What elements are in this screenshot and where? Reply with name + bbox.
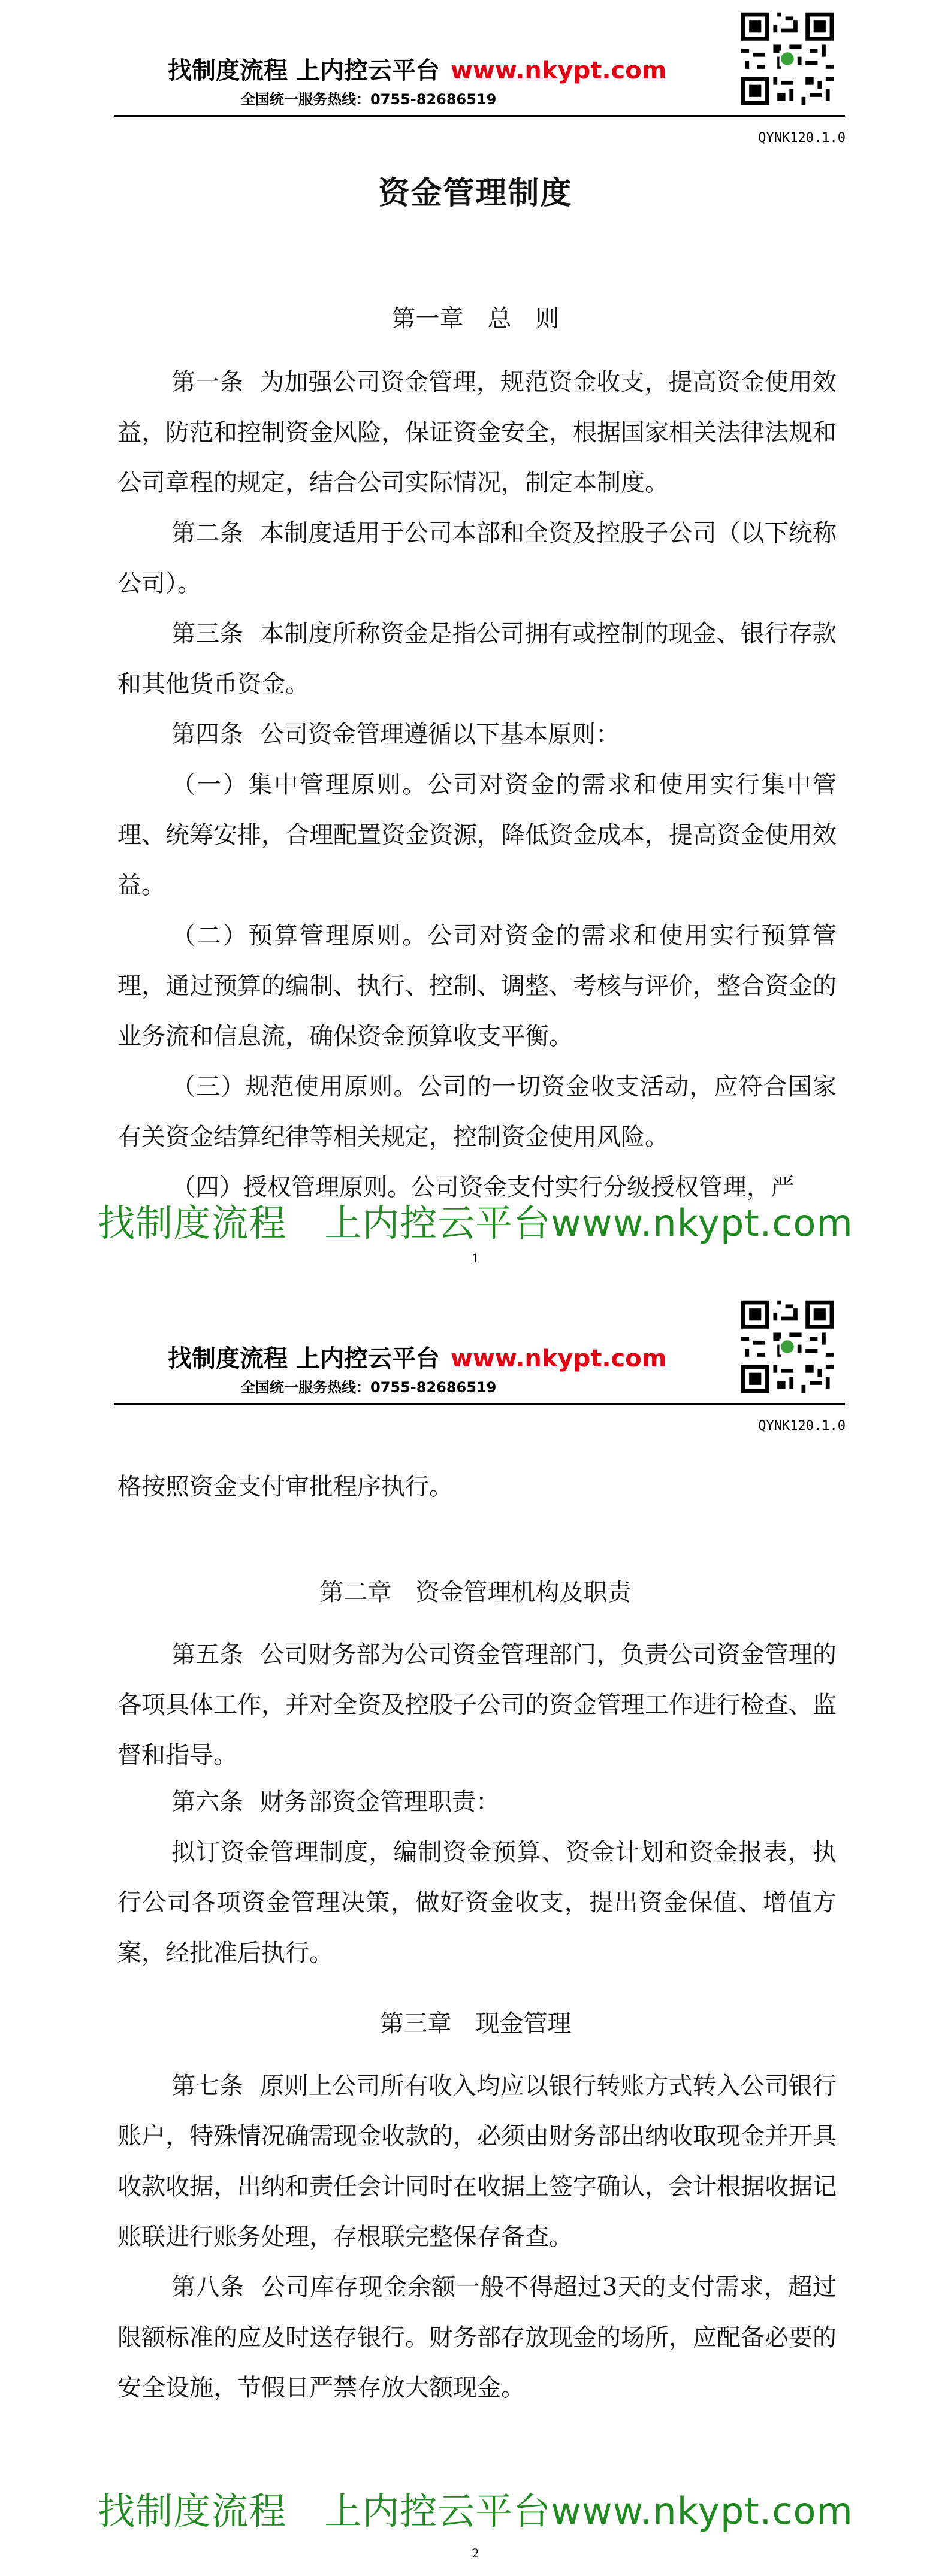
article-text: 为加强公司资金管理，规范资金收支，提高资金使用效益，防范和控制资金风险，保证资金安全，根据国家相关法律法规和公司章程的规定，结合公司实际情况，制定本制度。 [117,368,837,497]
chapter-3-heading: 第三章 现金管理 [379,2010,572,2037]
principle-4-part-1: （四）授权管理原则。公司资金支付实行分级授权管理，严 [171,1174,795,1201]
article-text: 原则上公司所有收入均应以银行转账方式转入公司银行账户，特殊情况确需现金收款的，必须由财务部出纳收取现金并开具收款收据，出纳和责任会计同时在收据上签字确认，会计根据收据记账联进行账务处理，存根联完整保存备查。 [117,2072,837,2251]
article-5 [117,1629,837,1780]
article-6-body: 拟订资金管理制度，编制资金预算、资金计划和资金报表，执行公司各项资金管理决策，做好资金收支，提出资金保值、增值方案，经批准后执行。 [117,1839,837,1967]
header-url-link[interactable]: www.nkypt.com [450,57,667,84]
article-3 [117,609,837,709]
page-number: 2 [472,2546,479,2560]
header-url-link[interactable]: www.nkypt.com [450,1345,667,1372]
chapter-1-heading: 第一章 总 则 [391,305,560,332]
article-text: 公司财务部为公司资金管理部门，负责公司资金管理的各项具体工作，并对全资及控股子公司的资金管理工作进行检查、监督和指导。 [117,1641,837,1769]
article-1 [117,357,837,508]
principle-4-part-2: 格按照资金支付审批程序执行。 [117,1473,453,1501]
header-brand [168,1340,666,1374]
document-title: 资金管理制度 [378,176,573,211]
article-number: 第八条 [171,2273,244,2301]
article-text: 财务部资金管理职责： [260,1788,500,1816]
page-number: 1 [472,1251,479,1265]
article-number: 第六条 [171,1788,243,1816]
footer-brand[interactable]: 找制度流程 上内控云平台www.nkypt.com [98,2489,853,2533]
principle-2: （二）预算管理原则。公司对资金的需求和使用实行预算管理，通过预算的编制、执行、控制、调整、考核与评价，整合资金的业务流和信息流，确保资金预算收支平衡。 [117,922,837,1050]
document-page-2 [0,1288,951,2576]
article-2 [117,508,837,609]
article-number: 第五条 [171,1641,244,1668]
principle-3: （三）规范使用原则。公司的一切资金收支活动，应符合国家有关资金结算纪律等相关规定，控制资金使用风险。 [117,1073,837,1151]
document-code: QYNK120.1.0 [758,1419,846,1434]
article-text: 本制度所称资金是指公司拥有或控制的现金、银行存款和其他货币资金。 [117,620,837,698]
chapter-2-heading: 第二章 资金管理机构及职责 [319,1579,632,1606]
header-brand [168,52,666,86]
article-6 [117,1777,837,1827]
header-hotline: 全国统一服务热线：0755-82686519 [241,1379,497,1396]
article-number: 第四条 [171,721,243,748]
qr-code-icon [737,8,838,109]
article-number: 第三条 [171,620,244,648]
header-divider [114,1403,845,1405]
article-number: 第一条 [171,368,244,396]
page-header [114,0,845,120]
article-text: 公司库存现金余额一般不得超过3天的支付需求，超过限额标准的应及时送存银行。财务部存放现金的场所，应配备必要的安全设施，节假日严禁存放大额现金。 [117,2273,837,2402]
article-text: 本制度适用于公司本部和全资及控股子公司（以下统称公司）。 [117,519,837,597]
header-divider [114,115,845,117]
qr-code-icon [737,1296,838,1397]
page-header [114,1288,845,1408]
article-7 [117,2061,837,2262]
article-text: 公司资金管理遵循以下基本原则： [260,721,620,748]
article-number: 第七条 [171,2072,244,2100]
header-hotline: 全国统一服务热线：0755-82686519 [241,91,497,108]
principle-1: （一）集中管理原则。公司对资金的需求和使用实行集中管理、统筹安排，合理配置资金资源，降低资金成本，提高资金使用效益。 [117,771,837,899]
article-8 [117,2262,837,2413]
article-number: 第二条 [171,519,244,547]
document-code: QYNK120.1.0 [758,131,846,146]
footer-brand[interactable]: 找制度流程 上内控云平台www.nkypt.com [98,1201,853,1245]
header-brand-text: 找制度流程 上内控云平台 [168,57,440,84]
article-4 [117,709,837,760]
header-brand-text: 找制度流程 上内控云平台 [168,1345,440,1372]
